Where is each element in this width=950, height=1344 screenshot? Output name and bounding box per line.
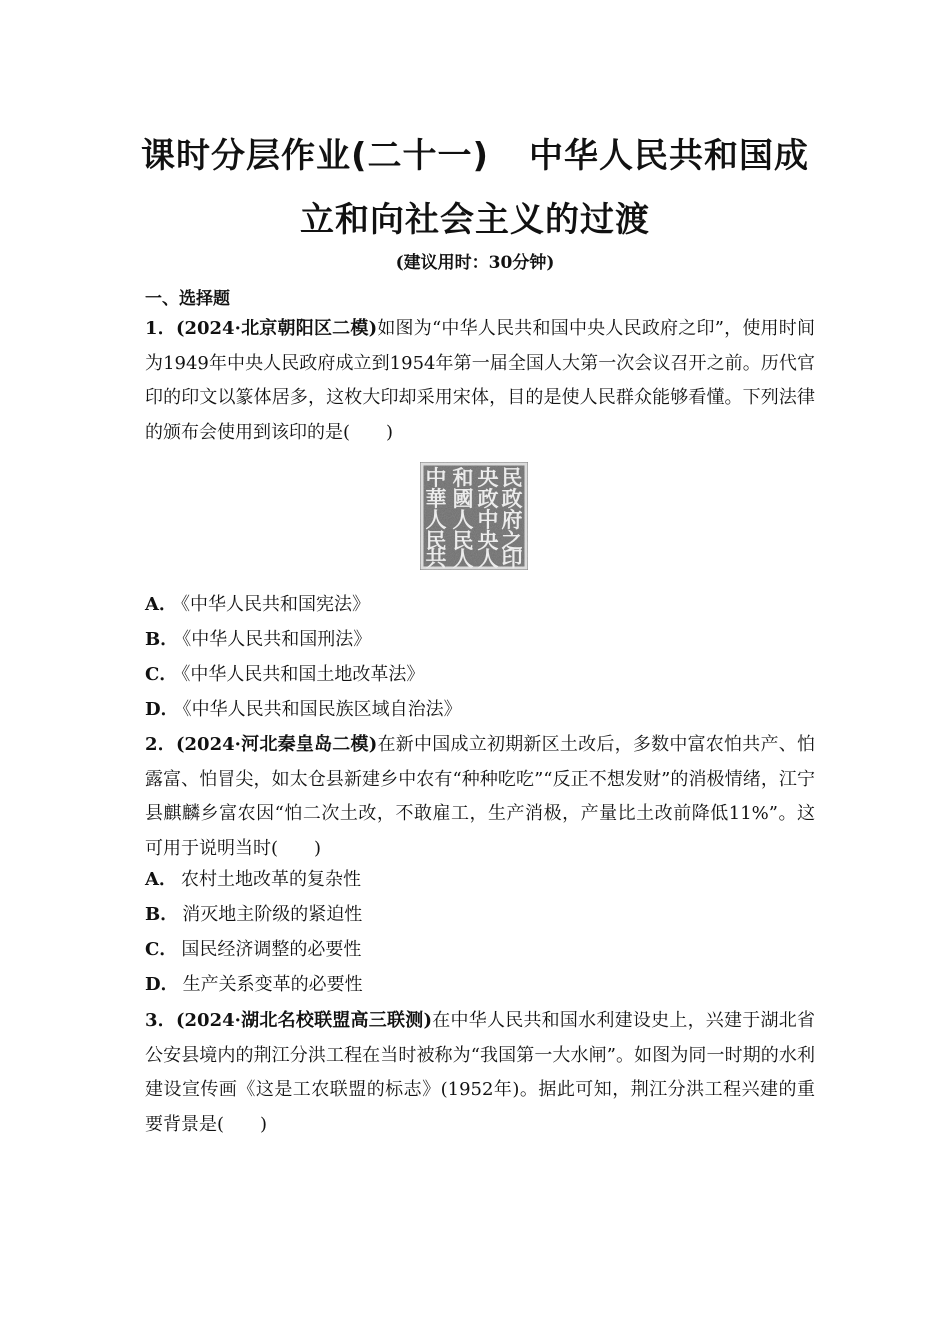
svg-text:和: 和	[452, 466, 474, 490]
suggested-time: (建议用时：30分钟)	[395, 253, 555, 273]
option-text: 《中华人民共和国刑法》	[182, 629, 372, 650]
question-number: 2．	[145, 734, 176, 755]
question-1-option-c	[145, 662, 424, 688]
svg-text:共: 共	[425, 547, 447, 570]
option-letter: D．	[145, 974, 179, 995]
question-2-option-c	[145, 937, 361, 963]
option-text: 《中华人民共和国宪法》	[180, 594, 370, 615]
page-title-line-1	[0, 128, 950, 177]
question-1	[145, 312, 815, 450]
title-part-2: 中华人民共和国成	[529, 136, 810, 176]
option-letter: A．	[145, 594, 177, 615]
svg-text:人: 人	[477, 547, 499, 570]
option-letter: C．	[145, 664, 178, 685]
svg-text:民: 民	[425, 529, 447, 553]
question-1-option-d	[145, 697, 462, 723]
question-source: (2024·湖北名校联盟高三联测)	[176, 1010, 433, 1031]
svg-text:中: 中	[425, 466, 447, 490]
option-text: 农村土地改革的复杂性	[180, 869, 361, 890]
question-stem: 在新中国成立初期新区土改后，多数中富农怕共产、怕露富、怕冒尖，如太仓县新建乡中农有“种种吃吃”“反正不想发财”的消极情绪，江宁县麒麟乡富农因“怕二次土改，不敢雇工，生产消极，产量比土改前降低11%”。这可用于说明当时( )	[145, 734, 815, 859]
option-text: 生产关系变革的必要性	[182, 974, 363, 995]
option-letter: B．	[145, 904, 179, 925]
option-letter: B．	[145, 629, 179, 650]
question-number: 1．	[145, 318, 176, 339]
option-text: 《中华人民共和国民族区域自治法》	[182, 699, 462, 720]
svg-text:民: 民	[452, 529, 474, 553]
question-2-option-b	[145, 902, 362, 928]
question-source: (2024·河北秦皇岛二模)	[176, 734, 378, 755]
svg-text:央: 央	[477, 466, 499, 490]
question-number: 3．	[145, 1010, 176, 1031]
option-text: 《中华人民共和国土地改革法》	[181, 664, 425, 685]
option-letter: A．	[145, 869, 177, 890]
svg-text:人: 人	[452, 508, 474, 532]
page-title-line-2: 立和向社会主义的过渡	[300, 200, 650, 240]
question-stem: 在中华人民共和国水利建设史上，兴建于湖北省公安县境内的荆江分洪工程在当时被称为“我国第一大水闸”。如图为同一时期的水利建设宣传画《这是工农联盟的标志》(1952年)。据此可知，荆江分洪工程兴建的重要背景是( )	[145, 1010, 815, 1135]
question-stem: 如图为“中华人民共和国中央人民政府之印”，使用时间为1949年中央人民政府成立到1954年第一届全国人大第一次会议召开之前。历代官印的印文以篆体居多，这枚大印却采用宋体，目的是使人民群众能够看懂。下列法律的颁布会使用到该印的是( )	[145, 318, 815, 443]
svg-text:人: 人	[452, 547, 474, 570]
seal-image	[420, 462, 528, 570]
option-letter: C．	[145, 939, 178, 960]
question-3	[145, 1004, 815, 1142]
question-1-option-b	[145, 627, 371, 653]
option-text: 国民经济调整的必要性	[181, 939, 362, 960]
option-letter: D．	[145, 699, 179, 720]
svg-text:政: 政	[477, 487, 499, 511]
svg-text:人: 人	[425, 508, 447, 532]
svg-text:府: 府	[501, 508, 523, 532]
svg-text:國: 國	[452, 487, 474, 511]
svg-text:民: 民	[501, 466, 523, 490]
question-1-option-a	[145, 592, 370, 618]
question-2	[145, 728, 815, 866]
option-text: 消灭地主阶级的紧迫性	[182, 904, 363, 925]
question-2-option-d	[145, 972, 363, 998]
svg-text:華: 華	[425, 487, 447, 511]
svg-text:印: 印	[501, 547, 523, 570]
svg-text:中: 中	[477, 508, 499, 532]
question-2-option-a	[145, 867, 361, 893]
svg-text:之: 之	[501, 529, 523, 553]
svg-text:央: 央	[477, 529, 499, 553]
title-part-1: 课时分层作业(二十一)	[140, 136, 490, 176]
svg-text:政: 政	[501, 487, 523, 511]
section-heading: 一、选择题	[145, 289, 230, 309]
question-source: (2024·北京朝阳区二模)	[175, 318, 378, 339]
